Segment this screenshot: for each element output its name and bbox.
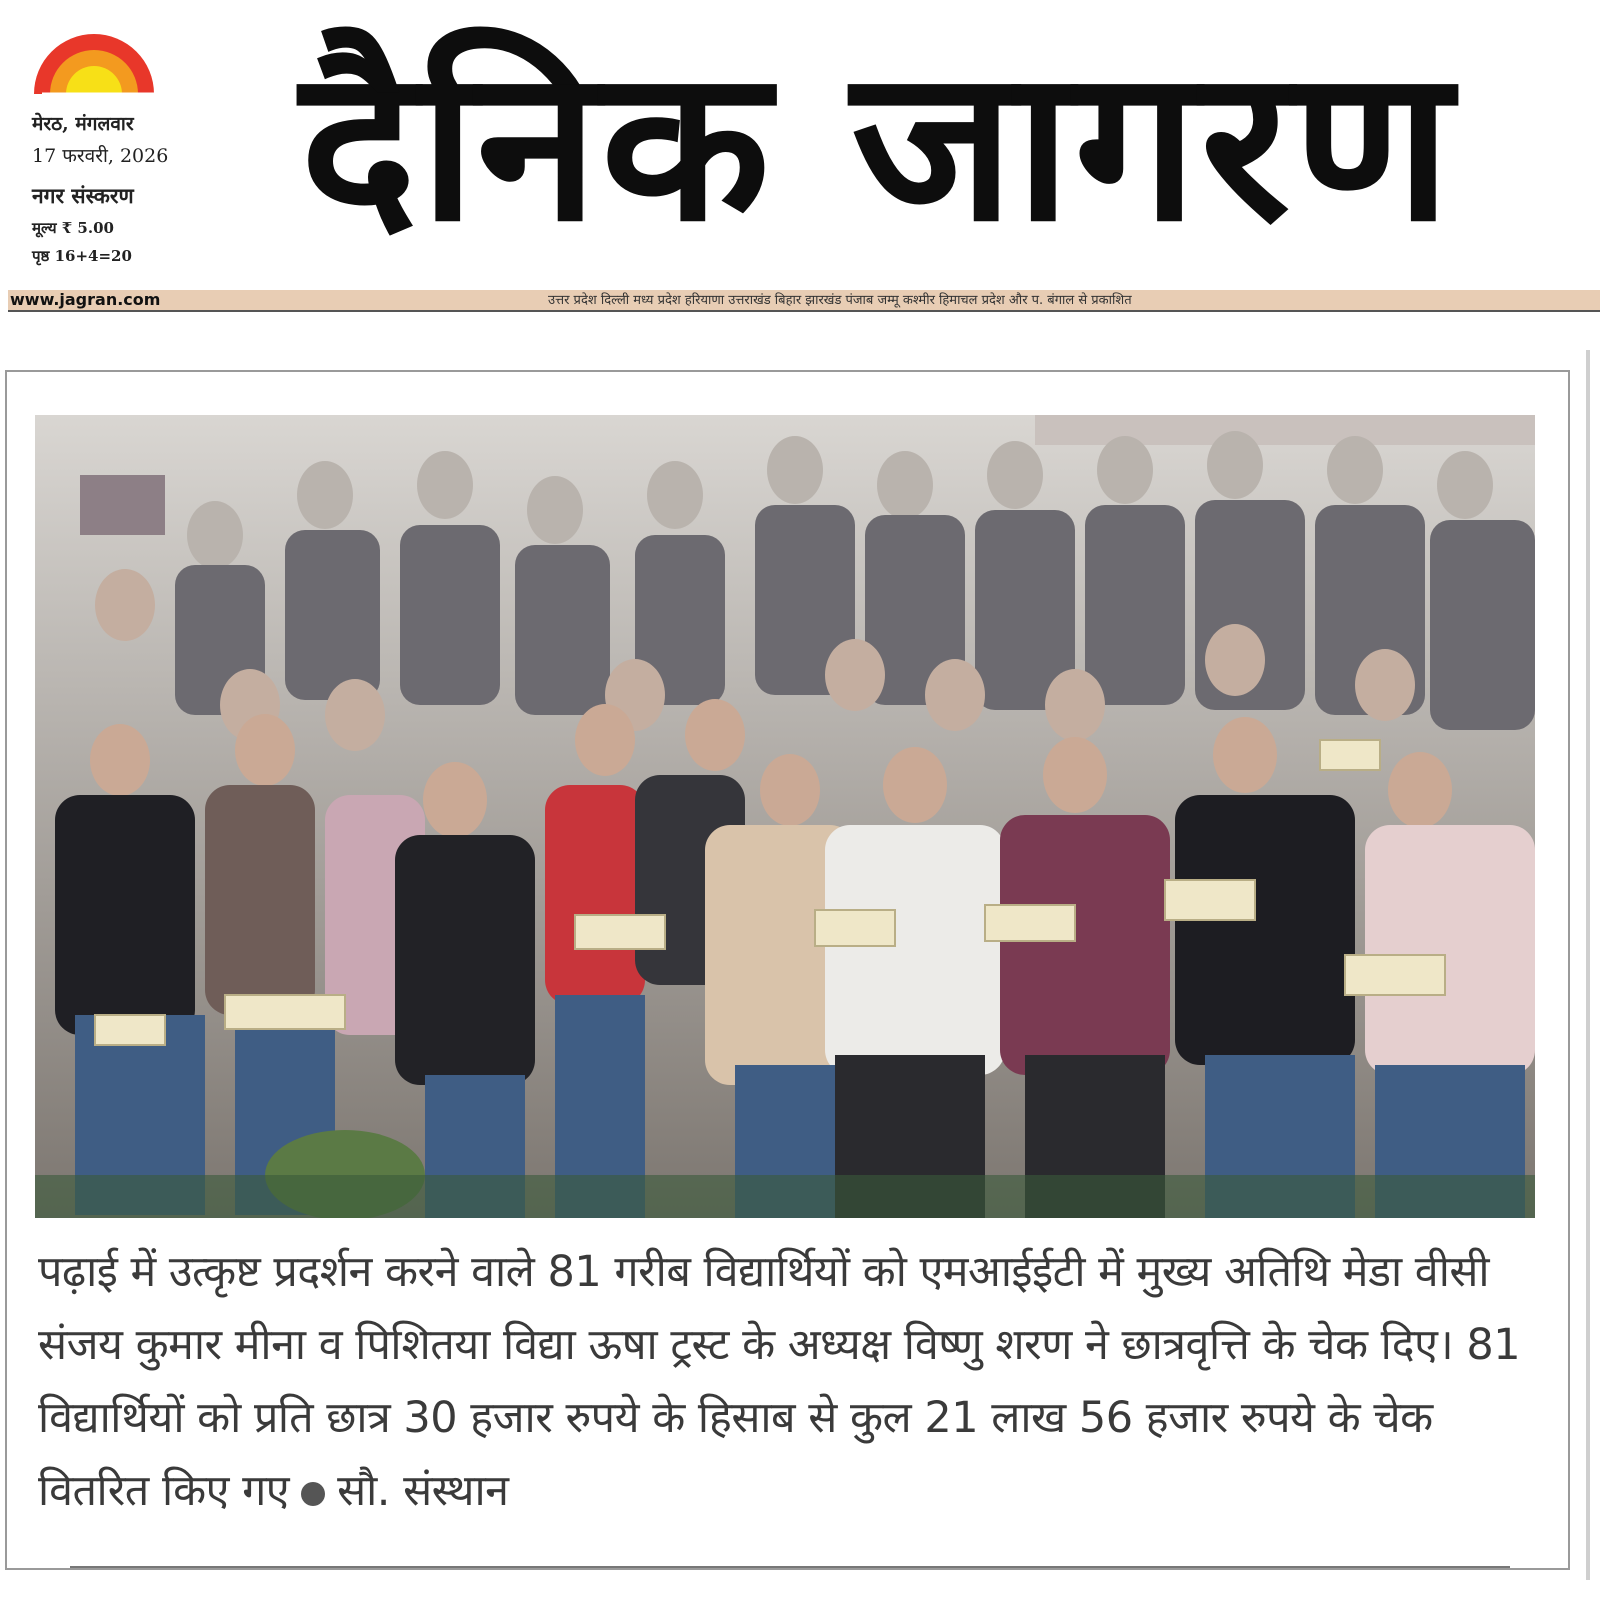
issue-date: 17 फरवरी, 2026 bbox=[32, 145, 169, 167]
price: मूल्य ₹ 5.00 bbox=[32, 219, 114, 237]
bullet-icon bbox=[301, 1482, 325, 1506]
frame-shadow bbox=[1586, 350, 1590, 1580]
group-photo-image bbox=[35, 415, 1535, 1218]
published-states: उत्तर प्रदेश दिल्ली मध्य प्रदेश हरियाणा उत्तराखंड बिहार झारखंड पंजाब जम्मू कश्मीर हिमाचल प्रदेश और प. बंगाल से प्रकाशित bbox=[548, 293, 1132, 308]
city-day: मेरठ, मंगलवार bbox=[32, 113, 134, 135]
newspaper-title: दैनिक जागरण bbox=[300, 23, 1454, 268]
masthead bbox=[0, 0, 1600, 322]
masthead-strip bbox=[8, 290, 1600, 312]
photo-caption bbox=[38, 1236, 1548, 1528]
page-count: पृष्ठ 16+4=20 bbox=[32, 247, 132, 265]
bottom-rule bbox=[70, 1566, 1510, 1568]
news-photo bbox=[35, 415, 1535, 1218]
website-link[interactable]: www.jagran.com bbox=[10, 290, 161, 309]
edition-name: नगर संस्करण bbox=[32, 183, 134, 208]
caption-text: पढ़ाई में उत्कृष्ट प्रदर्शन करने वाले 81 गरीब विद्यार्थियों को एमआईईटी में मुख्य अतिथि मेडा वीसी संजय कुमार मीना व पिशितया विद्या ऊषा ट्रस्ट के अध्यक्ष विष्णु शरण ने छात्रवृत्ति के चेक दिए। 81 विद्यार्थियों को प्रति छात्र 30 हजार रुपये के हिसाब से कुल 21 लाख 56 हजार रुपये के चेक वितरित किए गए bbox=[38, 1247, 1521, 1516]
jagran-sun-logo-icon bbox=[30, 28, 158, 96]
edition-info bbox=[32, 110, 168, 266]
photo-credit: सौ. संस्थान bbox=[337, 1466, 509, 1516]
